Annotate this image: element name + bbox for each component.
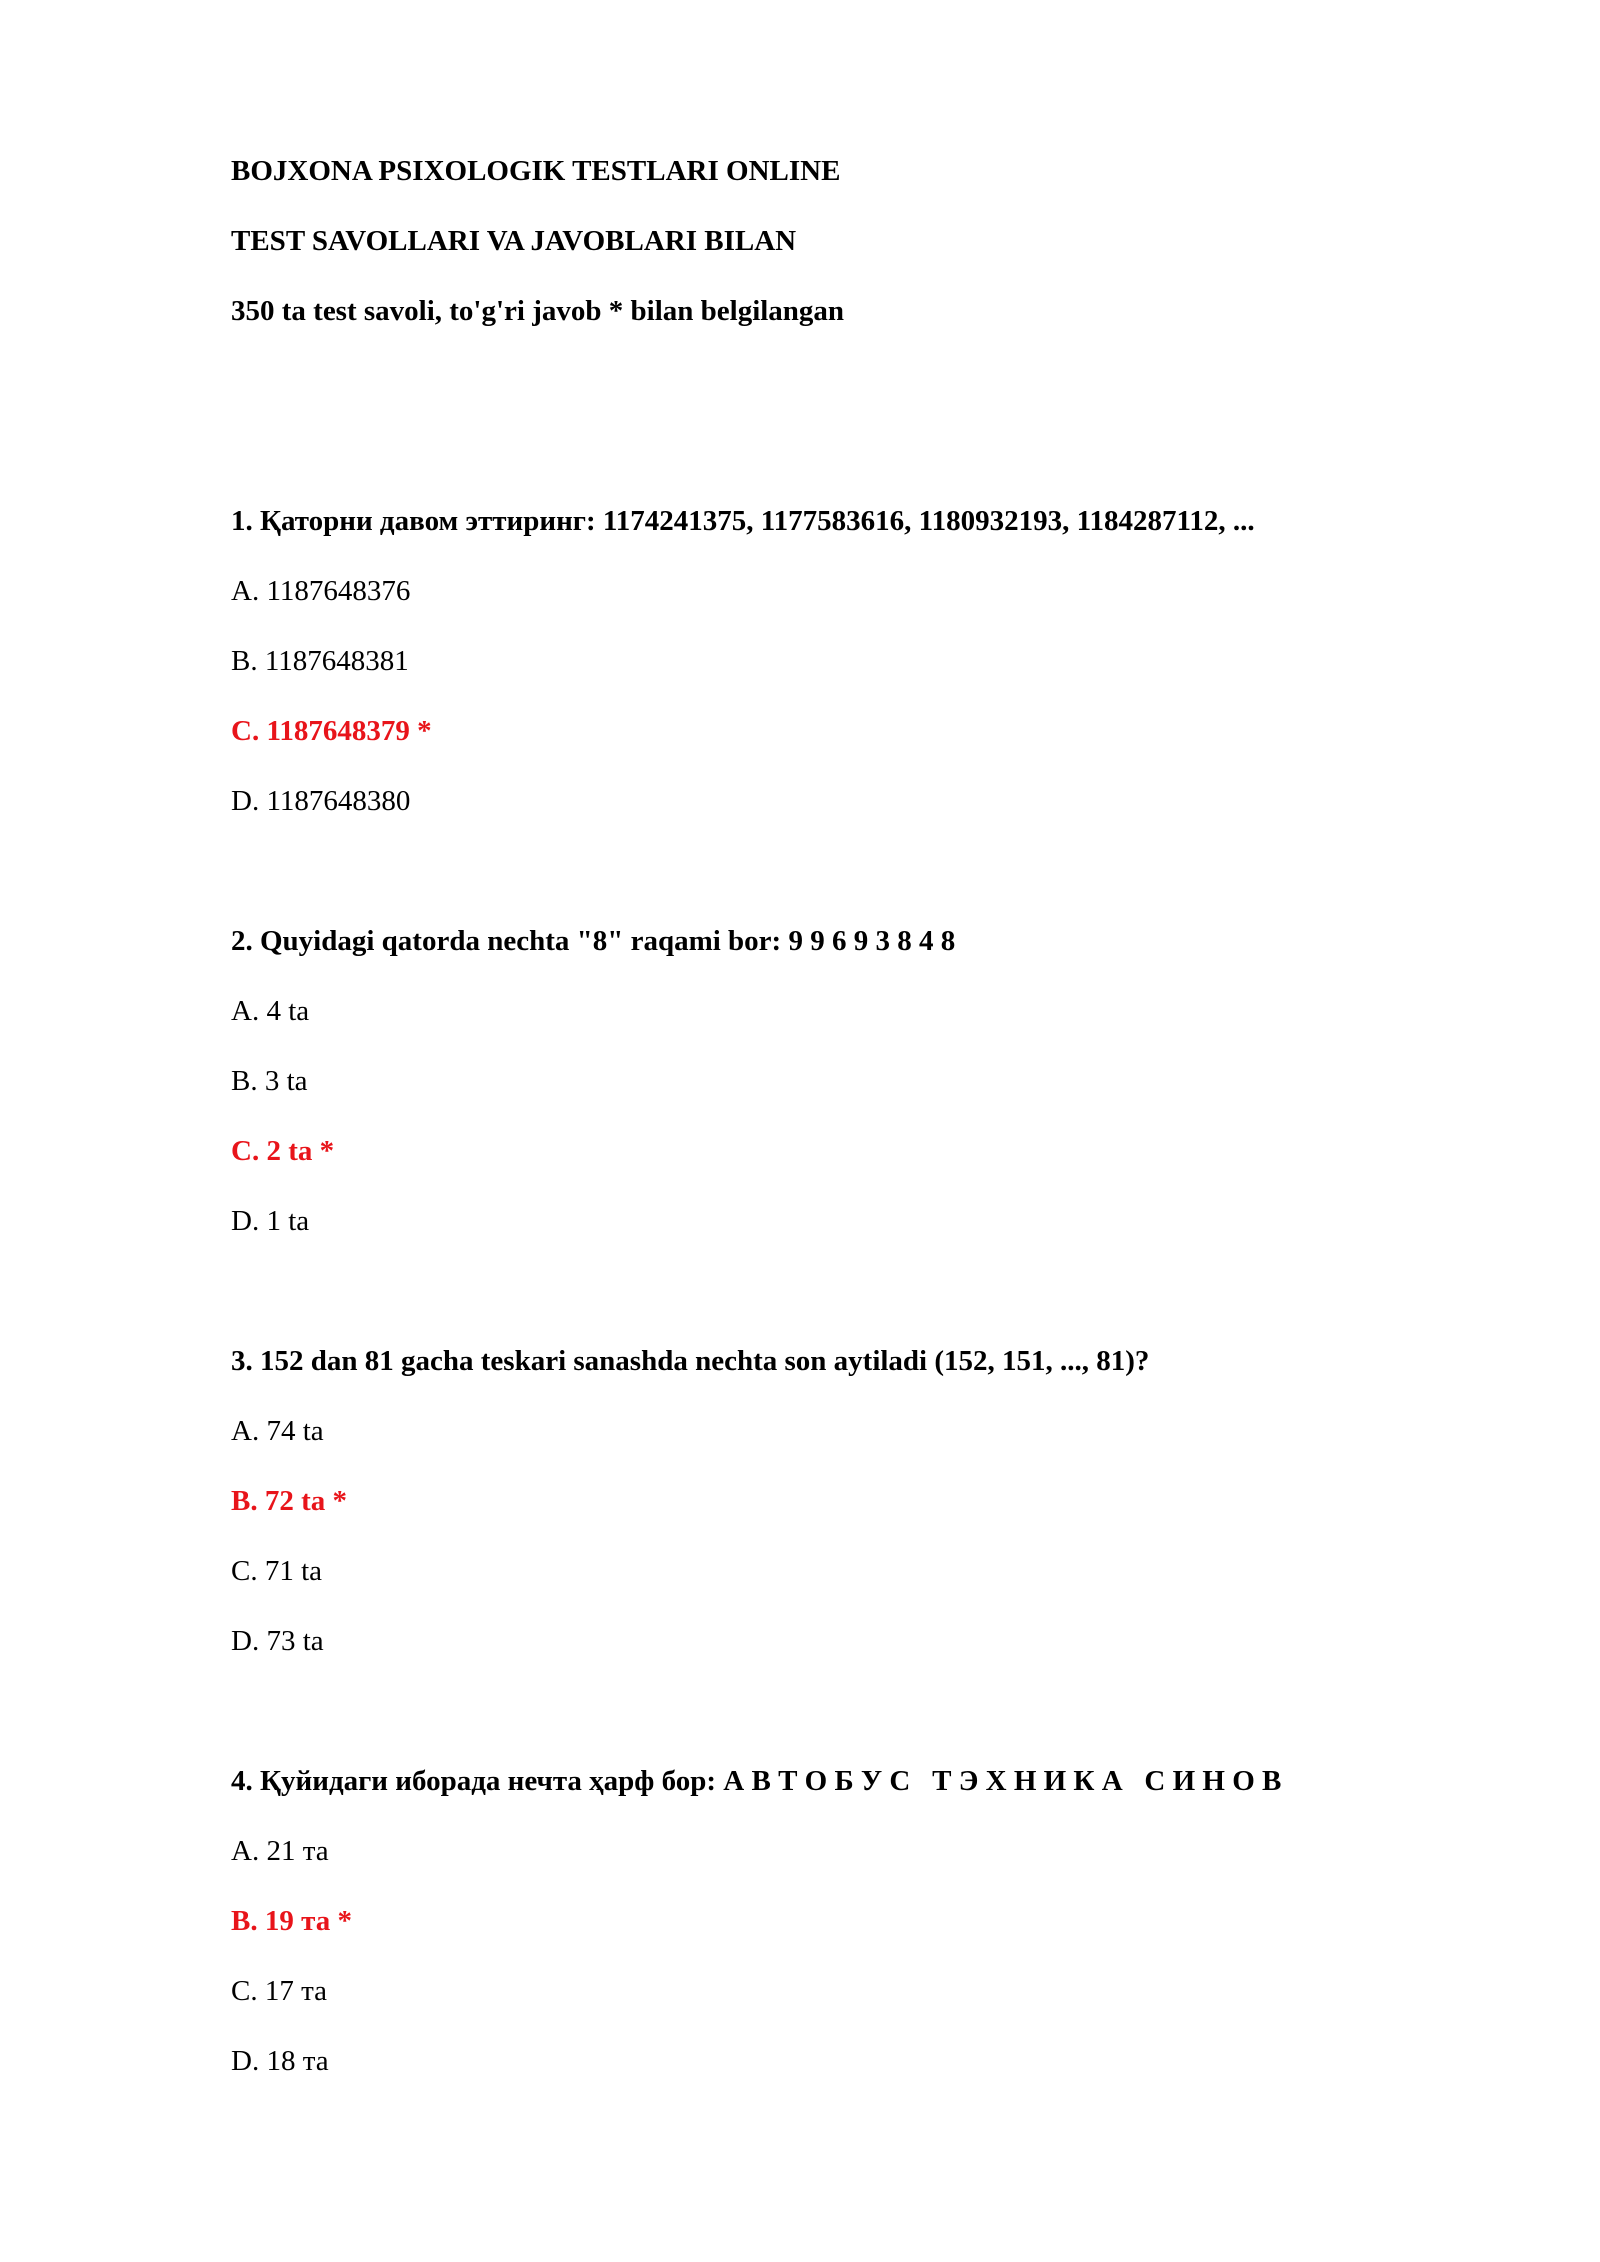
- question-4: [231, 1763, 1531, 2079]
- question-2: [231, 923, 1531, 1239]
- option-b: B. 1187648381: [231, 645, 409, 677]
- option-d: D. 73 ta: [231, 1625, 324, 1657]
- option-c: C. 17 та: [231, 1975, 327, 2007]
- option-a: A. 74 ta: [231, 1415, 324, 1447]
- document-note: 350 ta test savoli, to'g'ri javob * bilan belgilangan: [231, 295, 845, 327]
- option-d: D. 18 та: [231, 2045, 329, 2077]
- option-d: D. 1187648380: [231, 785, 411, 817]
- document-subtitle: TEST SAVOLLARI VA JAVOBLARI BILAN: [231, 225, 797, 257]
- option-c: C. 2 ta *: [231, 1135, 335, 1167]
- option-a: A. 4 ta: [231, 995, 310, 1027]
- option-c: C. 1187648379 *: [231, 715, 432, 747]
- option-d: D. 1 ta: [231, 1205, 310, 1237]
- question-3: [231, 1343, 1531, 1659]
- question-1: [231, 503, 1531, 819]
- option-b: B. 19 та *: [231, 1905, 352, 1937]
- option-b: B. 3 ta: [231, 1065, 308, 1097]
- question-text: 3. 152 dan 81 gacha teskari sanashda nechta son aytiladi (152, 151, ..., 81)?: [231, 1345, 1150, 1377]
- question-text: 2. Quyidagi qatorda nechta "8" raqami bor: 9 9 6 9 3 8 4 8: [231, 925, 956, 957]
- question-text: 1. Қаторни давом эттиринг: 1174241375, 1177583616, 1180932193, 1184287112, ...: [231, 505, 1255, 537]
- question-text: 4. Қуйидаги иборада нечта ҳарф бор: А В Т О Б У С Т Э Х Н И К А С И Н О В: [231, 1765, 1282, 1797]
- option-b: B. 72 ta *: [231, 1485, 347, 1517]
- option-c: C. 71 ta: [231, 1555, 323, 1587]
- option-a: A. 21 та: [231, 1835, 329, 1867]
- document-title: BOJXONA PSIXOLOGIK TESTLARI ONLINE: [231, 155, 841, 187]
- option-a: A. 1187648376: [231, 575, 411, 607]
